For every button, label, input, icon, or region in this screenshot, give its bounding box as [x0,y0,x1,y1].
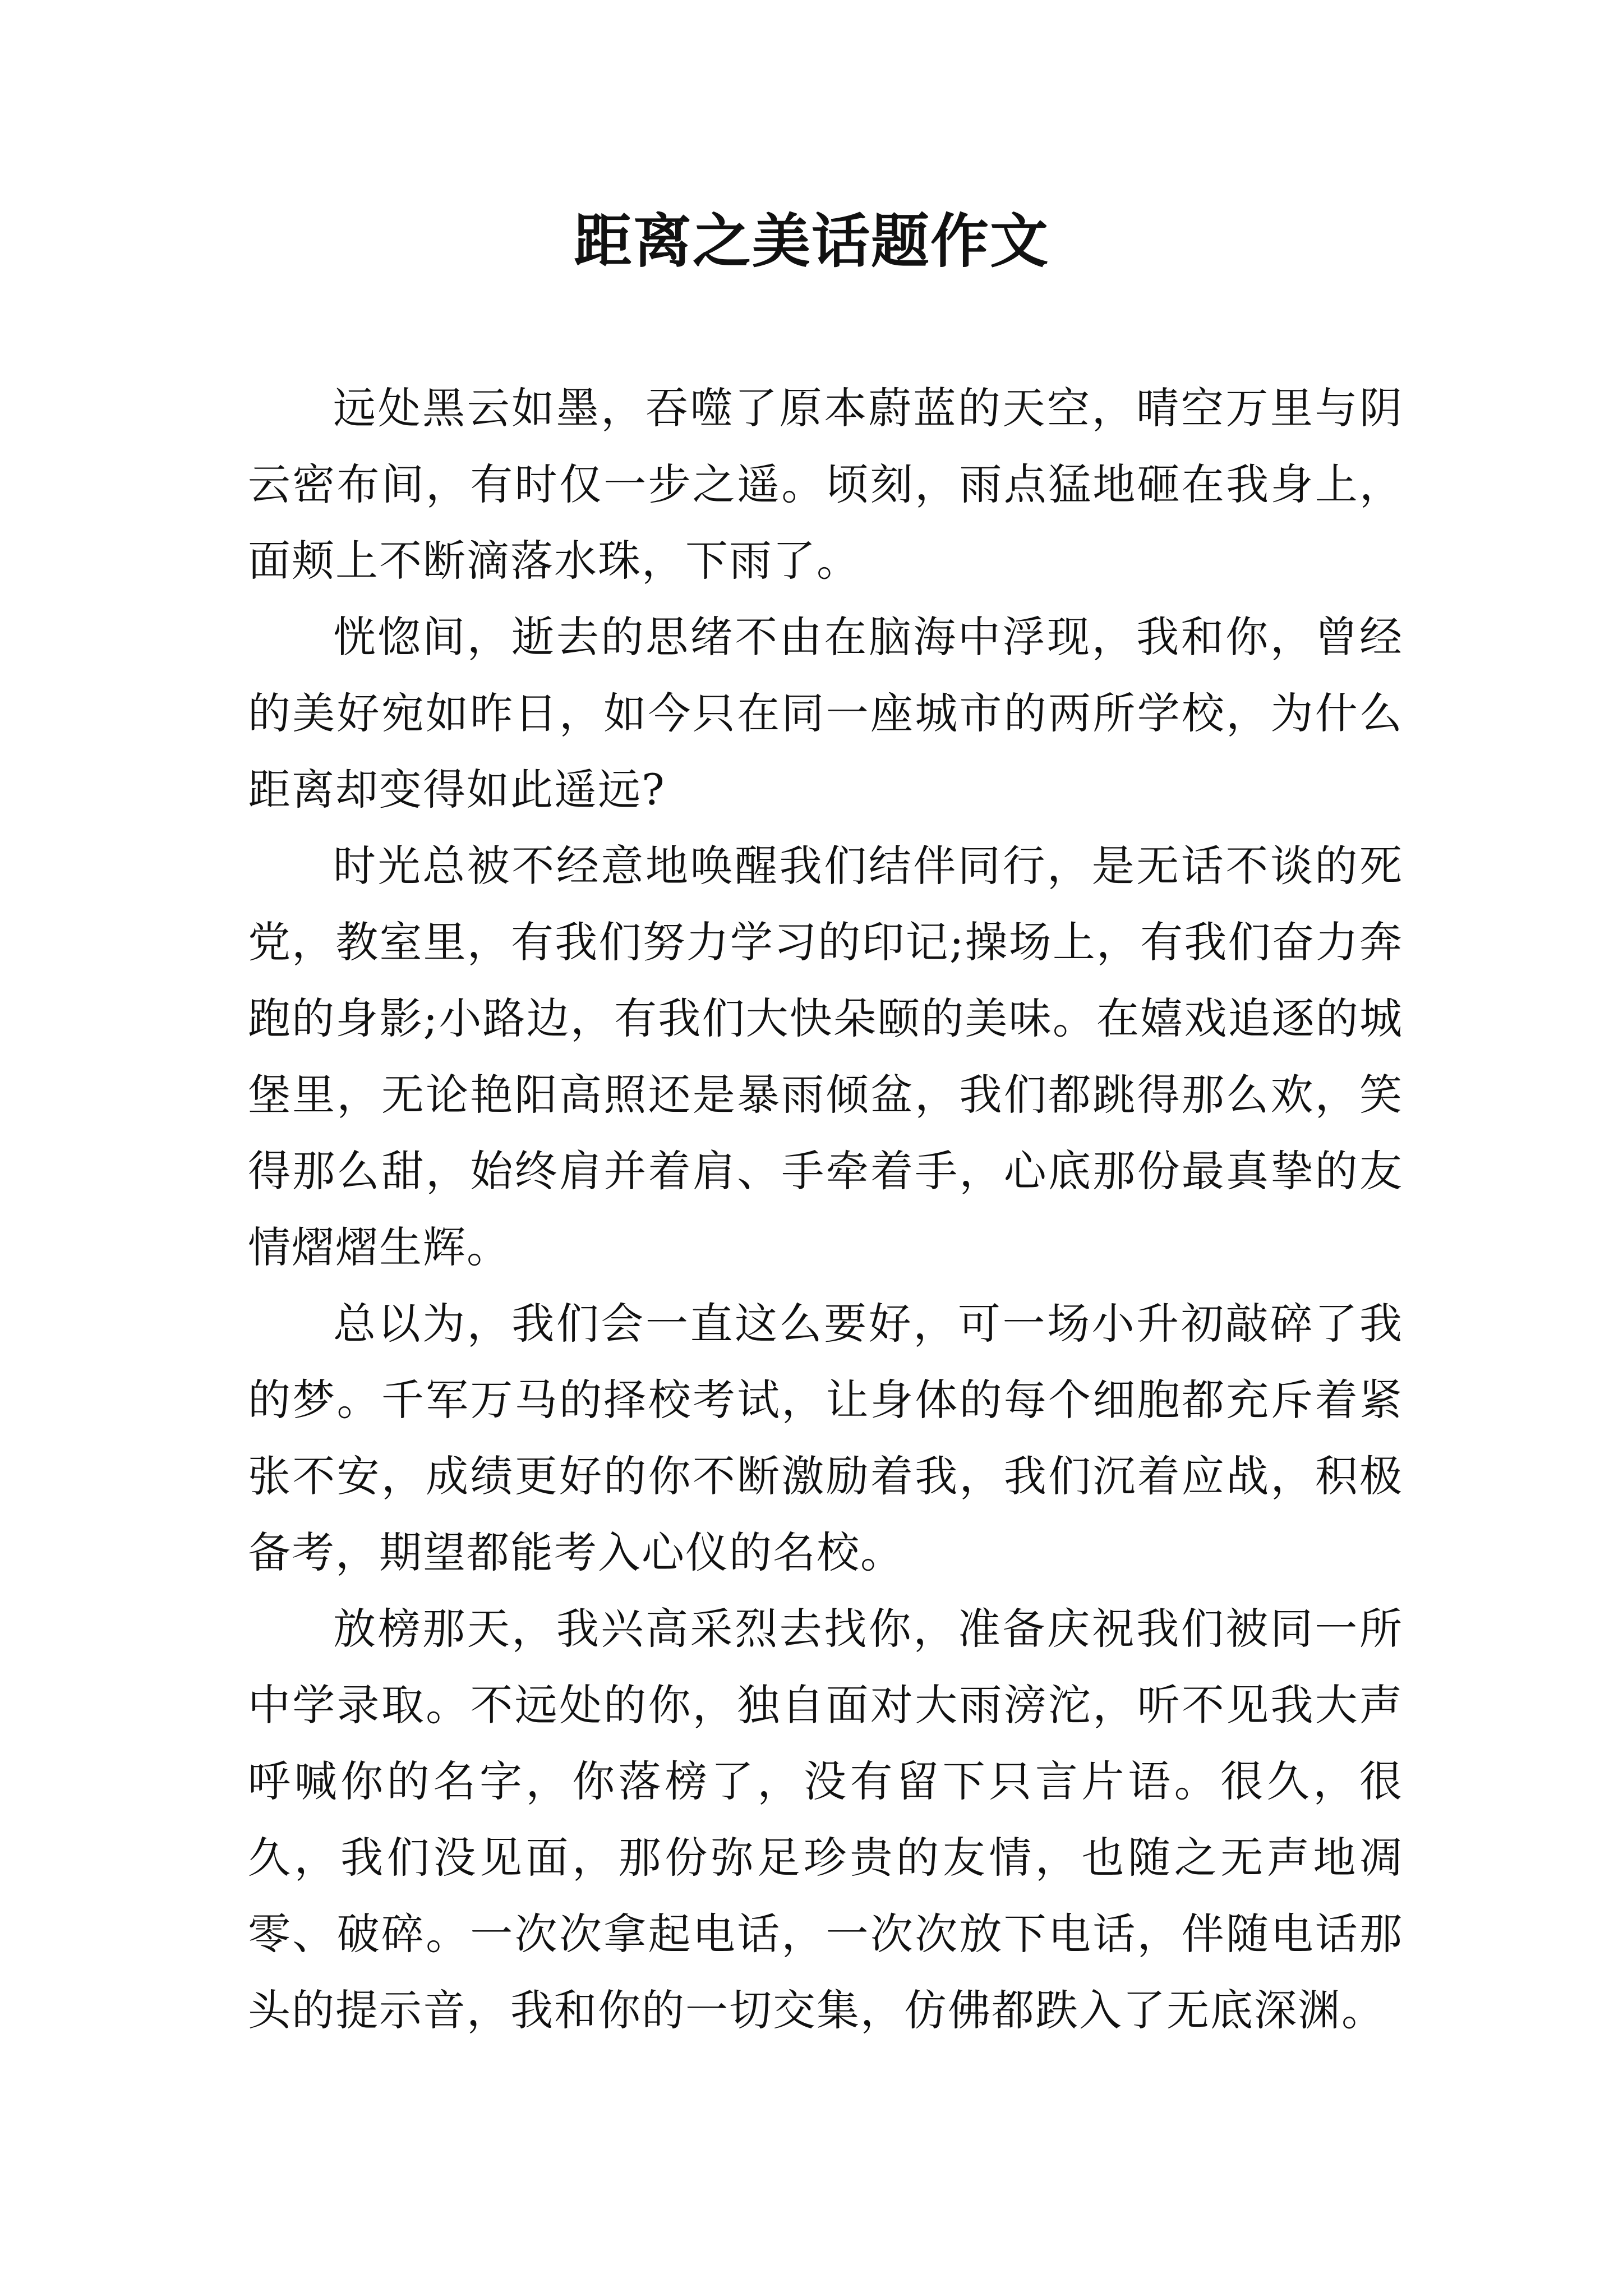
paragraph-2: 恍惚间，逝去的思绪不由在脑海中浮现，我和你，曾经的美好宛如昨日，如今只在同一座城市的两所学校，为什么距离却变得如此遥远? [248,612,1403,815]
document-body [248,370,1403,2049]
paragraph-1: 远处黑云如墨，吞噬了原本蔚蓝的天空，晴空万里与阴云密布间，有时仅一步之遥。顷刻，雨点猛地砸在我身上，面颊上不断滴落水珠，下雨了。 [248,383,1403,586]
paragraph-5: 放榜那天，我兴高采烈去找你，准备庆祝我们被同一所中学录取。不远处的你，独自面对大雨滂沱，听不见我大声呼喊你的名字，你落榜了，没有留下只言片语。很久，很久，我们没见面，那份弥足珍贵的友情，也随之无声地凋零、破碎。一次次拿起电话，一次次放下电话，伴随电话那头的提示音，我和你的一切交集，仿佛都跌入了无底深渊。 [248,1604,1403,2035]
document-title: 距离之美话题作文 [573,206,1049,275]
paragraph-4: 总以为，我们会一直这么要好，可一场小升初敲碎了我的梦。千军万马的择校考试，让身体的每个细胞都充斥着紧张不安，成绩更好的你不断激励着我，我们沉着应战，积极备考，期望都能考入心仪的名校。 [248,1299,1403,1577]
paragraph-3: 时光总被不经意地唤醒我们结伴同行，是无话不谈的死党，教室里，有我们努力学习的印记;操场上，有我们奋力奔跑的身影;小路边，有我们大快朵颐的美味。在嬉戏追逐的城堡里，无论艳阳高照还是暴雨倾盆，我们都跳得那么欢，笑得那么甜，始终肩并着肩、手牵着手，心底那份最真挚的友情熠熠生辉。 [248,841,1403,1272]
